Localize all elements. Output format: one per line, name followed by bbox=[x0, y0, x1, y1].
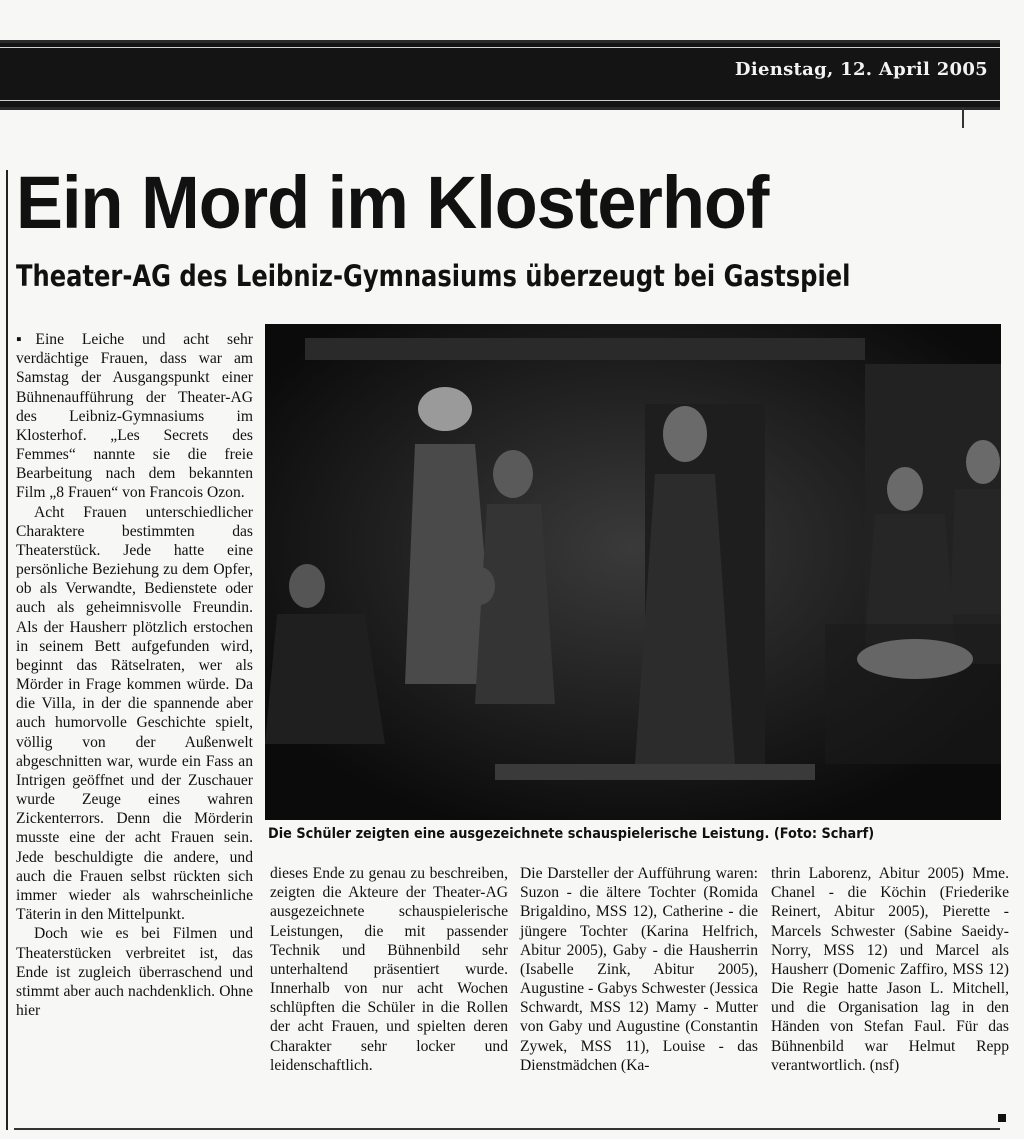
end-of-article-mark bbox=[998, 1114, 1006, 1122]
left-margin-rule bbox=[6, 170, 8, 1130]
footer-rule bbox=[14, 1128, 1000, 1130]
photo-caption: Die Schüler zeigten eine ausgezeichnete schauspielerische Leistung. (Foto: Scharf) bbox=[268, 826, 875, 842]
article-headline: Ein Mord im Klosterhof bbox=[16, 161, 769, 244]
masthead-bar bbox=[0, 40, 1000, 110]
article-paragraph: thrin Laborenz, Abitur 2005) Mme. Chanel - die Köchin (Friederike Reinert, Abitur 2005), Pierette - Marcels Schwester (Sabine Saeidy-Norry, MSS 12) und Marcel als Hausherr (Domenic Zaffiro, MSS 12) Die Regie hatte Jason L. Mitchell, und die Organisation lag in den Händen von Stefan Faul. Für das Bühnenbild war Helmut Repp verantwortlich. (nsf) bbox=[771, 865, 1009, 1074]
stage-photo bbox=[265, 324, 1001, 820]
article-subheadline: Theater-AG des Leibniz-Gymnasiums überzeugt bei Gastspiel bbox=[16, 259, 851, 293]
article-paragraph: Doch wie es bei Filmen und Theaterstücken verbreitet ist, das Ende ist zugleich überraschend und stimmt aber auch nachdenklich. Ohne hier bbox=[16, 925, 253, 1020]
article-column-3 bbox=[520, 864, 758, 1075]
article-column-4 bbox=[771, 864, 1009, 1075]
article-paragraph: dieses Ende zu genau zu beschreiben, zeigten die Akteure der Theater-AG ausgezeichnete schauspielerische Leistungen, die mit passender Technik und Bühnenbild sehr unterhaltend präsentiert wurde. Innerhalb von nur acht Wochen schlüpften die Schüler in die Rollen der acht Frauen, und spielten deren Charakter sehr locker und leidenschaftlich. bbox=[270, 865, 508, 1074]
issue-date: Dienstag, 12. April 2005 bbox=[734, 59, 988, 80]
column-tick bbox=[962, 108, 964, 128]
article-paragraph: ▪Eine Leiche und acht sehr verdächtige Frauen, dass war am Samstag der Ausgangspunkt einer Bühnenaufführung der Theater-AG des Leibniz-Gymnasiums im Klosterhof. „Les Secrets des Femmes“ nannte sie die freie Bearbeitung nach dem bekannten Film „8 Frauen“ von Francois Ozon. bbox=[16, 331, 253, 502]
article-paragraph: Die Darsteller der Aufführung waren: Suzon - die ältere Tochter (Romida Brigaldino, MSS 12), Catherine - die jüngere Tochter (Karina Helfrich, Abitur 2005), Gaby - die Hausherrin (Isabelle Zink, Abitur 2005), Augustine - Gabys Schwester (Jessica Schwardt, MSS 12) Mamy - Mutter von Gaby und Augustine (Constantin Zywek, MSS 11), Louise - das Dienstmädchen (Ka- bbox=[520, 865, 758, 1074]
masthead-rule-bottom bbox=[0, 100, 1000, 101]
stage-photo-illustration bbox=[265, 324, 1001, 820]
article-paragraph: Acht Frauen unterschiedlicher Charaktere bestimmten das Theaterstück. Jede hatte eine persönliche Beziehung zu dem Opfer, ob als Verwandte, Bedienstete oder auch als geheimnisvolle Freundin. Als der Hausherr plötzlich erstochen in seinem Bett aufgefunden wird, beginnt das Rätselraten, wer als Mörder in Frage kommen würde. Da die Villa, in der die spannende aber auch humorvolle Geschichte spielt, völlig von der Außenwelt abgeschnitten war, wurde ein Fass an Intrigen geöffnet und der Zuschauer wurde Zeuge eines wahren Zickenterrors. Denn die Mörderin musste eine der acht Frauen sein. Jede beschuldigte die andere, und auch die Frauen selbst rückten sich immer wieder als wahrscheinliche Täterin in den Mittelpunkt. bbox=[16, 503, 253, 924]
article-column-2 bbox=[270, 864, 508, 1075]
article-column-1 bbox=[16, 330, 253, 1020]
masthead-rule-top bbox=[0, 47, 1000, 48]
